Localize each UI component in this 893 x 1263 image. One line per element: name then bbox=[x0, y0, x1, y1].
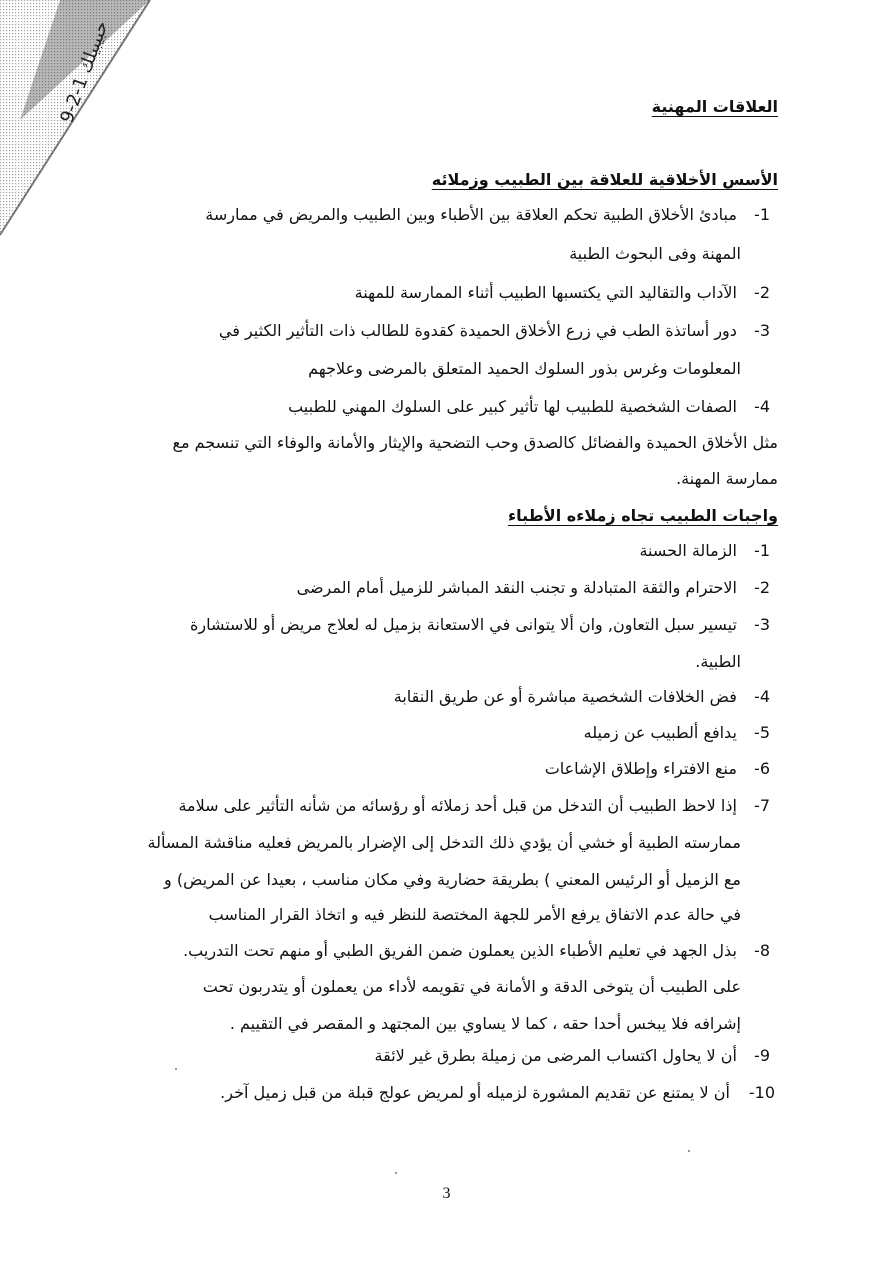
section1-title: الأسس الأخلاقية للعلاقة بين الطبيب وزملائه bbox=[431, 170, 778, 189]
section2-item-8 bbox=[183, 940, 770, 962]
section2-item-10 bbox=[220, 1082, 775, 1104]
section1-paragraph-line2: ممارسة المهنة. bbox=[676, 469, 778, 488]
section2-item-7-cont3: في حالة عدم الاتفاق يرفع الأمر للجهة المختصة للنظر فيه و اتخاذ القرار المناسب bbox=[208, 905, 741, 924]
item-text: فض الخلافات الشخصية مباشرة أو عن طريق النقابة bbox=[393, 687, 737, 706]
section1-item-3-cont: المعلومات وغرس بذور السلوك الحميد المتعلق بالمرضى وعلاجهم bbox=[308, 359, 741, 378]
item-text: يدافع ألطبيب عن زميله bbox=[583, 723, 737, 742]
item-text: تيسير سبل التعاون, وان ألا يتوانى في الاستعانة بزميل له لعلاج مريض أو للاستشارة bbox=[189, 615, 737, 634]
item-number: 5- bbox=[754, 723, 770, 742]
section1-item-1 bbox=[205, 204, 770, 226]
item-number: 1- bbox=[754, 205, 770, 224]
scan-speck bbox=[688, 1150, 690, 1152]
item-text: الصفات الشخصية للطبيب لها تأثير كبير على السلوك المهني للطبيب bbox=[288, 397, 737, 416]
section2-item-6 bbox=[545, 758, 770, 780]
item-text: الآداب والتقاليد التي يكتسبها الطبيب أثناء الممارسة للمهنة bbox=[354, 283, 737, 302]
section2-item-7-cont: ممارسته الطبية أو خشي أن يؤدي ذلك التدخل إلى الإضرار بالمريض فعليه مناقشة المسألة bbox=[147, 833, 741, 852]
section2-item-2 bbox=[297, 577, 770, 599]
section2-item-3-cont: الطبية. bbox=[695, 652, 741, 671]
section1-item-2 bbox=[355, 282, 770, 304]
item-text: أن لا يحاول اكتساب المرضى من زميلة بطرق غير لائقة bbox=[374, 1046, 737, 1065]
scan-speck bbox=[395, 1172, 397, 1174]
scan-corner-stamp bbox=[0, 0, 160, 240]
item-number: 7- bbox=[754, 796, 770, 815]
section2-item-7 bbox=[178, 795, 770, 817]
item-number: 4- bbox=[754, 687, 770, 706]
item-number: 6- bbox=[754, 759, 770, 778]
section2-item-8-cont: على الطبيب أن يتوخى الدقة و الأمانة في تقويمه لأداء من يعملون أو يتدربون تحت bbox=[202, 977, 741, 996]
item-text: مبادئ الأخلاق الطبية تحكم العلاقة بين الأطباء وبين الطبيب والمريض في ممارسة bbox=[205, 205, 737, 224]
section2-item-5 bbox=[584, 722, 770, 744]
page-heading: العلاقات المهنية bbox=[651, 97, 778, 116]
section2-title: واجبات الطبيب تجاه زملاءه الأطباء bbox=[507, 506, 778, 525]
section2-item-9 bbox=[375, 1045, 770, 1067]
page-number: 3 bbox=[442, 1185, 451, 1202]
item-text: الزمالة الحسنة bbox=[639, 541, 737, 560]
item-text: أن لا يمتنع عن تقديم المشورة لزميله أو لمريض عولج قبلة من قبل زميل آخر. bbox=[220, 1083, 730, 1102]
item-text: الاحترام والثقة المتبادلة و تجنب النقد المباشر للزميل أمام المرضى bbox=[296, 578, 737, 597]
section1-item-3 bbox=[219, 320, 770, 342]
item-number: 10- bbox=[748, 1083, 775, 1102]
corner-handwritten-note: حبيبيلك 1-2-9 bbox=[56, 18, 113, 126]
item-number: 3- bbox=[754, 615, 770, 634]
scan-speck bbox=[175, 1068, 177, 1070]
item-text: إذا لاحظ الطبيب أن التدخل من قبل أحد زملائه أو رؤسائه من شأنه التأثير على سلامة bbox=[178, 796, 737, 815]
item-text: منع الافتراء وإطلاق الإشاعات bbox=[544, 759, 737, 778]
item-text: بذل الجهد في تعليم الأطباء الذين يعملون ضمن الفريق الطبي أو منهم تحت التدريب. bbox=[183, 941, 737, 960]
item-number: 1- bbox=[754, 541, 770, 560]
item-number: 3- bbox=[754, 321, 770, 340]
item-number: 2- bbox=[754, 578, 770, 597]
section2-item-4 bbox=[394, 686, 770, 708]
section2-item-1 bbox=[639, 540, 770, 562]
section1-item-4 bbox=[288, 396, 770, 418]
item-number: 4- bbox=[754, 397, 770, 416]
section2-item-3 bbox=[190, 614, 770, 636]
section1-paragraph-line1: مثل الأخلاق الحميدة والفضائل كالصدق وحب التضحية والإيثار والأمانة والوفاء التي تنسجم مع bbox=[172, 433, 778, 452]
item-number: 8- bbox=[754, 941, 770, 960]
section2-item-8-cont2: إشرافه فلا يبخس أحدا حقه ، كما لا يساوي بين المجتهد و المقصر في التقييم . bbox=[229, 1014, 741, 1033]
item-text: دور أساتذة الطب في زرع الأخلاق الحميدة كقدوة للطالب ذات التأثير الكثير في bbox=[218, 321, 737, 340]
section2-item-7-cont2: مع الزميل أو الرئيس المعني ) بطريقة حضارية وفي مكان مناسب ، بعيدا عن المريض) و bbox=[164, 870, 741, 889]
item-number: 2- bbox=[754, 283, 770, 302]
item-number: 9- bbox=[754, 1046, 770, 1065]
section1-item-1-cont: المهنة وفى البحوث الطبية bbox=[569, 244, 741, 263]
